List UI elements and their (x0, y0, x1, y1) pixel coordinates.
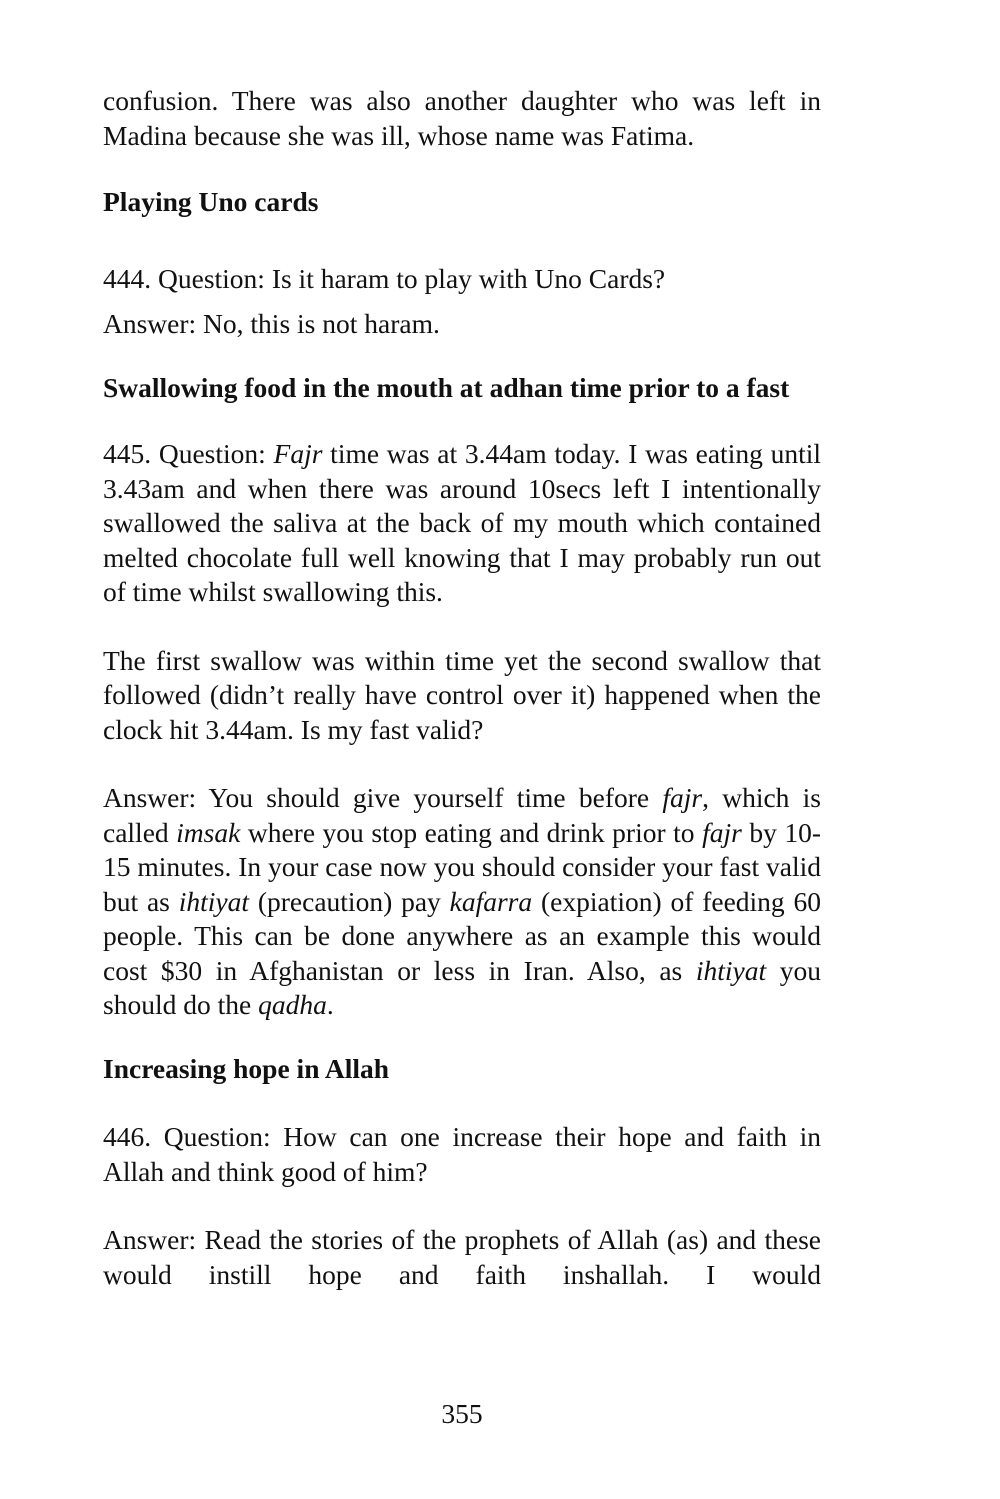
answer-446: Answer: Read the stories of the prophets of Allah (as) and these would instill hope and faith inshallah. I would (103, 1224, 821, 1290)
intro-paragraph: confusion. There was also another daughter who was left in Madina because she was ill, whose name was Fatima. (103, 85, 821, 151)
answer-445-italic-7: qadha (258, 989, 327, 1020)
answer-445-text-5: (precaution) pay (249, 885, 450, 917)
heading-increasing-hope: Increasing hope in Allah (103, 1052, 390, 1084)
answer-445-italic-2: imsak (176, 816, 241, 848)
answer-445-text-1: Answer: You should give yourself time before (103, 782, 663, 813)
question-445 (103, 437, 821, 610)
question-445-italic-1: Fajr (273, 438, 323, 469)
heading-playing-uno: Playing Uno cards (103, 186, 319, 217)
page-body (103, 84, 821, 1292)
answer-445-italic-1: fajr (662, 782, 703, 813)
page-number: 355 (441, 1398, 483, 1429)
question-446: 446. Question: How can one increase their hope and faith in Allah and think good of him? (103, 1121, 821, 1187)
answer-445-text-6: (expiation) of feeding 60 people. This can be done anywhere as an example this would cost $30 in Afghanistan or less in Iran. Also, as (103, 885, 822, 986)
answer-445-text-3: where you stop eating and drink prior to (240, 816, 703, 848)
answer-445-text-4: by 10-15 minutes. In your case now you should consider your fast valid but as (103, 816, 821, 917)
question-445-text-1: 445. Question: (103, 438, 274, 469)
question-445-continued: The first swallow was within time yet the second swallow that followed (didn’t really have control over it) happened when the clock hit 3.44am. Is my fast valid? (103, 644, 821, 745)
answer-445-text-8: . (326, 989, 334, 1020)
answer-445-text-7: you should do the (103, 954, 822, 1020)
answer-444: Answer: No, this is not haram. (103, 308, 440, 339)
answer-445-italic-6: ihtiyat (695, 954, 767, 986)
heading-swallowing-food: Swallowing food in the mouth at adhan time prior to a fast (103, 371, 790, 403)
answer-445-italic-3: fajr (702, 816, 742, 848)
answer-445-italic-4: ihtiyat (178, 885, 250, 917)
question-444: 444. Question: Is it haram to play with Uno Cards? (103, 262, 666, 294)
answer-445-italic-5: kafarra (449, 885, 533, 917)
question-445-text-2: time was at 3.44am today. I was eating until 3.43am and when there was around 10secs left I intentionally swallowed the saliva at the back of my mouth which contained melted chocolate full well knowing that I may probably run out of time whilst swallowing this. (103, 438, 821, 607)
answer-445 (103, 781, 821, 1023)
answer-445-text-2: , which is called (103, 782, 821, 848)
